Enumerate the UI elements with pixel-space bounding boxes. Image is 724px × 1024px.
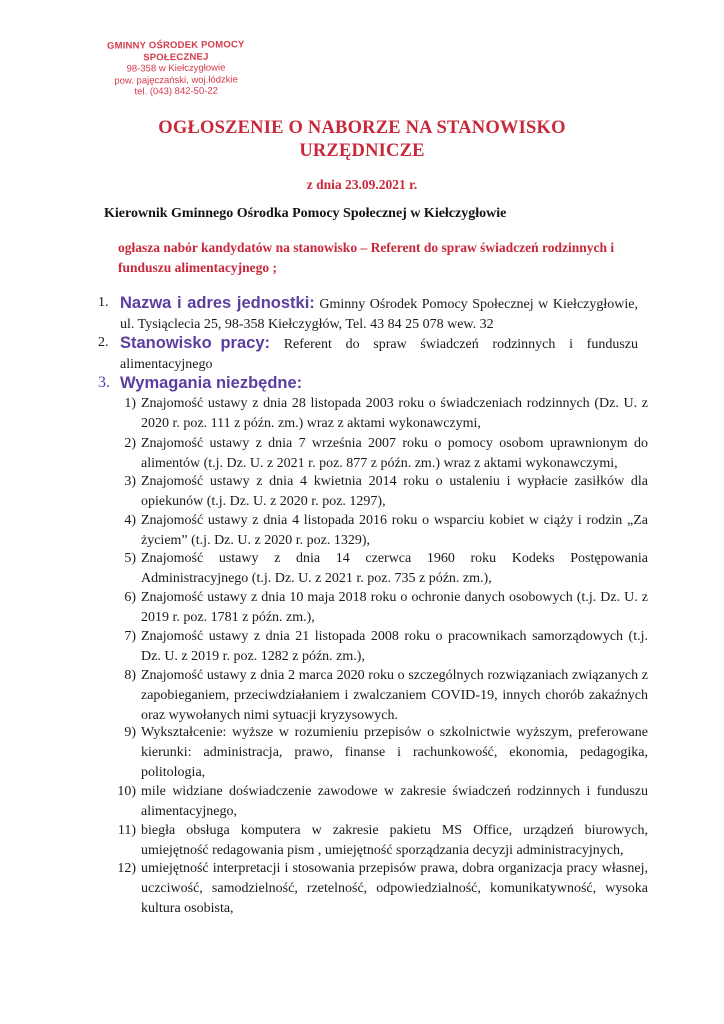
stamp-line-address: 98-358 w Kiełczygłowie <box>126 62 226 75</box>
requirement-text: Znajomość ustawy z dnia 14 czerwca 1960 roku Kodeks Postępowania Administracyjnego (t.j. Dz. U. z 2021 r. poz. 735 z późn. zm.), <box>141 551 648 586</box>
requirement-text: umiejętność interpretacji i stosowania przepisów prawa, dobra organizacja pracy własnej, uczciwość, samodzielność, rzetelność, odpowiedzialność, komunikatywność, wysoka kultura osobista, <box>141 861 648 916</box>
requirement-text: Wykształcenie: wyższe w rozumieniu przepisów o szkolnictwie wyższym, preferowane kierunki: administracja, prawo, finanse i rachunkowość, ekonomia, pedagogika, politologia, <box>141 725 648 780</box>
requirement-item <box>110 394 648 434</box>
title-line-2: URZĘDNICZE <box>299 141 425 161</box>
section-label: Stanowisko pracy: <box>120 334 270 352</box>
requirement-item <box>110 472 648 512</box>
section-2 <box>98 333 638 375</box>
requirement-number: 4) <box>124 513 136 528</box>
requirement-item <box>110 666 648 726</box>
requirement-text: Znajomość ustawy z dnia 7 września 2007 roku o pomocy osobom uprawnionym do alimentów (t.j. Dz. U. z 2021 r. poz. 877 z późn. zm.) wraz z aktami wykonawczymi, <box>141 436 648 471</box>
requirement-text: biegła obsługa komputera w zakresie pakietu MS Office, urządzeń biurowych, umiejętność redagowania pism , umiejętność sporządzania decyzji administracyjnych, <box>141 823 648 858</box>
section-number: 1. <box>98 295 109 310</box>
requirement-text: Znajomość ustawy z dnia 2 marca 2020 roku o szczególnych rozwiązaniach związanych z zapobieganiem, przeciwdziałaniem i zwalczaniem COVID-19, innych chorób zakaźnych oraz wywołanych nimi sytuacji kryzysowych. <box>141 668 648 723</box>
section-label: Nazwa i adres jednostki: <box>120 294 315 312</box>
requirement-item <box>110 434 648 474</box>
requirement-item <box>110 549 648 589</box>
requirement-item <box>110 821 648 861</box>
requirement-number: 12) <box>117 861 136 876</box>
requirement-item <box>110 588 648 628</box>
requirement-number: 1) <box>124 396 136 411</box>
document-title <box>0 117 724 163</box>
requirement-item <box>110 511 648 551</box>
stamp-line-phone: tel. (043) 842-50-22 <box>134 85 219 98</box>
section-number: 2. <box>98 335 109 350</box>
stamp-line-region: pow. pajęczański, woj.łódzkie <box>114 73 238 87</box>
section-number: 3. <box>98 374 110 391</box>
section-1 <box>98 293 638 335</box>
section-label: Wymagania niezbędne: <box>120 374 303 392</box>
requirement-number: 3) <box>124 474 136 489</box>
requirement-text: Znajomość ustawy z dnia 21 listopada 2008 roku o pracownikach samorządowych (t.j. Dz. U. z 2019 r. poz. 1282 z późn. zm.), <box>141 629 648 664</box>
stamp-line-name: GMINNY OŚRODEK POMOCY SPOŁECZNEJ <box>106 39 245 63</box>
title-line-1: OGŁOSZENIE O NABORZE NA STANOWISKO <box>158 118 566 138</box>
requirement-item <box>110 782 648 822</box>
requirement-number: 6) <box>124 590 136 605</box>
requirement-number: 2) <box>124 436 136 451</box>
requirement-number: 8) <box>124 668 136 683</box>
requirement-number: 5) <box>124 551 136 566</box>
requirement-number: 10) <box>117 784 136 799</box>
requirement-text: Znajomość ustawy z dnia 10 maja 2018 roku o ochronie danych osobowych (t.j. Dz. U. z 2019 r. poz. 1781 z późn. zm.), <box>141 590 648 625</box>
section-3 <box>98 373 638 395</box>
requirement-text: Znajomość ustawy z dnia 4 listopada 2016 roku o wsparciu kobiet w ciąży i rodzin „Za życiem” (t.j. Dz. U. z 2020 r. poz. 1329), <box>141 513 648 548</box>
requirement-text: Znajomość ustawy z dnia 4 kwietnia 2014 roku o ustaleniu i wypłacie zasiłków dla opiekunów (t.j. Dz. U. z 2020 r. poz. 1297), <box>141 474 648 509</box>
requirement-number: 9) <box>124 725 136 740</box>
requirement-item <box>110 723 648 783</box>
requirement-item <box>110 627 648 667</box>
requirement-item <box>110 859 648 919</box>
requirement-number: 7) <box>124 629 136 644</box>
section-text: Referent do spraw świadczeń rodzinnych i funduszu alimentacyjnego <box>120 337 639 372</box>
institution-stamp <box>86 39 267 98</box>
requirement-text: mile widziane doświadczenie zawodowe w zakresie świadczeń rodzinnych i funduszu alimentacyjnego, <box>141 784 648 819</box>
requirement-number: 11) <box>117 823 136 838</box>
document-date: z dnia 23.09.2021 r. <box>306 177 418 192</box>
section-text: Gminny Ośrodek Pomocy Społecznej w Kiełczygłowie, ul. Tysiąclecia 25, 98-358 Kiełczygłów, Tel. 43 84 25 078 wew. 32 <box>120 297 638 332</box>
announcement-text: ogłasza nabór kandydatów na stanowisko – Referent do spraw świadczeń rodzinnych i funduszu alimentacyjnego ; <box>118 240 615 275</box>
issuer-heading: Kierownik Gminnego Ośrodka Pomocy Społecznej w Kiełczygłowie <box>104 206 507 221</box>
requirement-text: Znajomość ustawy z dnia 28 listopada 2003 roku o świadczeniach rodzinnych (Dz. U. z 2020 r. poz. 111 z późn. zm.) wraz z aktami wykonawczymi, <box>141 396 648 431</box>
